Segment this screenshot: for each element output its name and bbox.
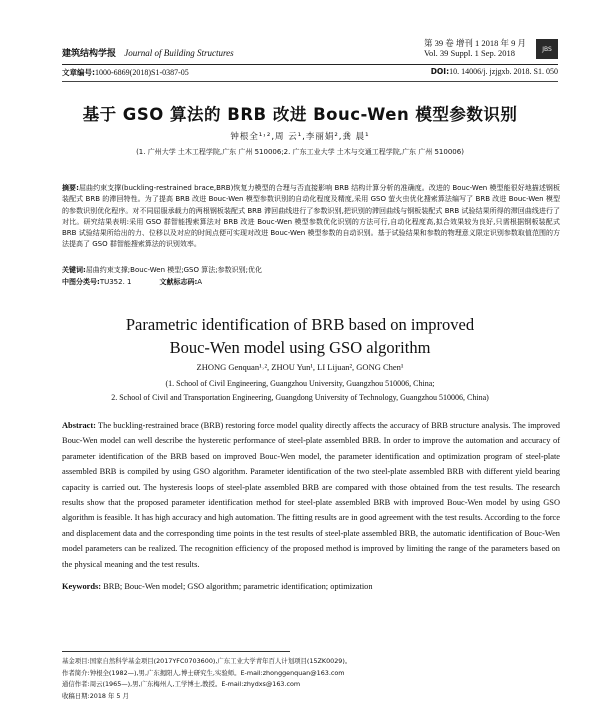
footnote-funding: 基金项目:国家自然科学基金项目(2017YFC0703600),广东工业大学青年百人计划项目(15ZK0029)。: [62, 657, 352, 665]
classification-cn: 中图分类号:TU352. 1 文献标志码:A: [62, 278, 203, 286]
footnote-received: 收稿日期:2018 年 5 月: [62, 691, 129, 700]
footnote-author: 作者简介:钟根全(1982—),男,广东揭阳人,博士研究生,实验师。E-mail:zhonggenquan@163.com: [62, 668, 345, 677]
abstract-en-text: The buckling-restrained brace (BRB) restoring force model quality directly affects the accuracy of BRB structure analysis. The improved Bouc-Wen model can well describe the hysteretic performance of steel-plate assembled BRB. In order to improve the automation and accuracy of parameter identification of the BRB based on improved Bouc-Wen model, the parameter identification and optimization program of steel-plate assembled BRB is compiled by using GSO algorithm. Parameter identification of the two steel-plate assembled BRB with different yield bearing capacity is carried out. The hysteresis loops of steel-plate assembled BRB are compared with those obtained from the test results. The research results show that the proposed parameter identification method for steel-plate assembled BRB with improved Bouc-Wen model by using GSO algorithm is feasible. It has high accuracy and high automation. The fitting results are in good agreement with the test results. According to the force and displacement data and the corresponding time points in the test results of steel-plate assembled BRB, the automatic identification of Bouc-Wen model parameters can be realized. The recognition efficiency of the proposed method is improved by limiting the range of the parameters based on the physical meaning and the test results.: [62, 421, 560, 569]
affiliation-en-2: 2. School of Civil and Transportation Engineering, Guangdong University of Technology, Guangzhou 510006, China): [111, 393, 489, 402]
authors-en: ZHONG Genquan¹˒², ZHOU Yun¹, LI Lijuan², GONG Chen¹: [196, 362, 404, 372]
abstract-cn: [62, 183, 560, 251]
keywords-cn: 关键词:屈曲约束支撑;Bouc-Wen 模型;GSO 算法;参数识别;优化: [62, 266, 262, 274]
volume-info: [424, 38, 526, 58]
header-rule: [62, 64, 558, 65]
title-en-line2: Bouc-Wen model using GSO algorithm: [169, 338, 431, 357]
header-rule-bottom: [62, 81, 558, 82]
footnote-corresponding: 通信作者:周云(1965—),男,广东梅州人,工学博士,教授。E-mail:zhydxs@163.com: [62, 680, 301, 688]
running-header: [62, 38, 558, 64]
title-en: [0, 313, 600, 359]
volume-info-en: Vol. 39 Suppl. 1 Sep. 2018: [423, 48, 515, 58]
journal-name: [62, 46, 234, 59]
volume-info-cn: 第 39 卷 增刊 1 2018 年 9 月: [423, 38, 526, 48]
article-ids: [62, 67, 558, 79]
abstract-cn-label: 摘要:: [62, 184, 79, 192]
journal-logo-icon: JBS: [536, 39, 558, 59]
title-cn: 基于 GSO 算法的 BRB 改进 Bouc-Wen 模型参数识别: [82, 105, 518, 124]
journal-name-en: Journal of Building Structures: [124, 48, 234, 58]
footnotes: [62, 656, 560, 702]
journal-name-cn: 建筑结构学报: [62, 49, 117, 59]
title-en-line1: Parametric identification of BRB based on improved: [125, 315, 475, 334]
doi[interactable]: DOI:10. 14006/j. jzjgxb. 2018. S1. 050: [430, 67, 558, 76]
authors-cn: 钟根全¹˒²,周 云¹,李丽娟²,龚 晨¹: [230, 132, 370, 142]
keywords-en: Keywords: BRB; Bouc-Wen model; GSO algorithm; parametric identification; optimization: [62, 582, 373, 591]
abstract-cn-text: 屈曲约束支撑(buckling-restrained brace,BRB)恢复力模型的合理与否直接影响 BRB 结构计算分析的准确度。改进的 Bouc-Wen 模型能很好地描述钢板装配式 BRB 的滞回特性。为了提高 BRB 改进 Bouc-Wen 模型参数识别的自动化程度及精度,采用 GSO 萤火虫优化搜索算法编写了 BRB 改进 Bouc-Wen 模型的参数识别优化程序。对不同屈服承载力的两根钢板装配式 BRB 滞回曲线进行了参数识别,把识别的滞回曲线与钢板装配式 BRB 试验结果所得的滞回曲线进行了对比。研究结果表明:采用 GSO 群智能搜索算法对 BRB 改进 Bouc-Wen 模型参数优化识别的方法可行,自动化程度高,拟合效果较为良好,只需根据钢板装配式 BRB 试验结果所给出的力、位移以及对应的时间点便可实现对改进 Bouc-Wen 模型参数的自动识别。基于试验结果和参数的物理意义限定识别参数取值范围的方法提高了 GSO 群智能搜索算法的识别效率。: [62, 184, 560, 249]
affiliation-en-1: (1. School of Civil Engineering, Guangzhou University, Guangzhou 510006, China;: [165, 379, 435, 388]
affiliations-cn: (1. 广州大学 土木工程学院,广东 广州 510006;2. 广东工业大学 土木与交通工程学院,广东 广州 510006): [136, 148, 464, 156]
article-number: 文章编号:1000-6869(2018)S1-0387-05: [62, 68, 189, 77]
abstract-en-label: Abstract:: [62, 421, 96, 430]
footnote-rule: [62, 651, 290, 652]
abstract-en: [62, 418, 560, 572]
